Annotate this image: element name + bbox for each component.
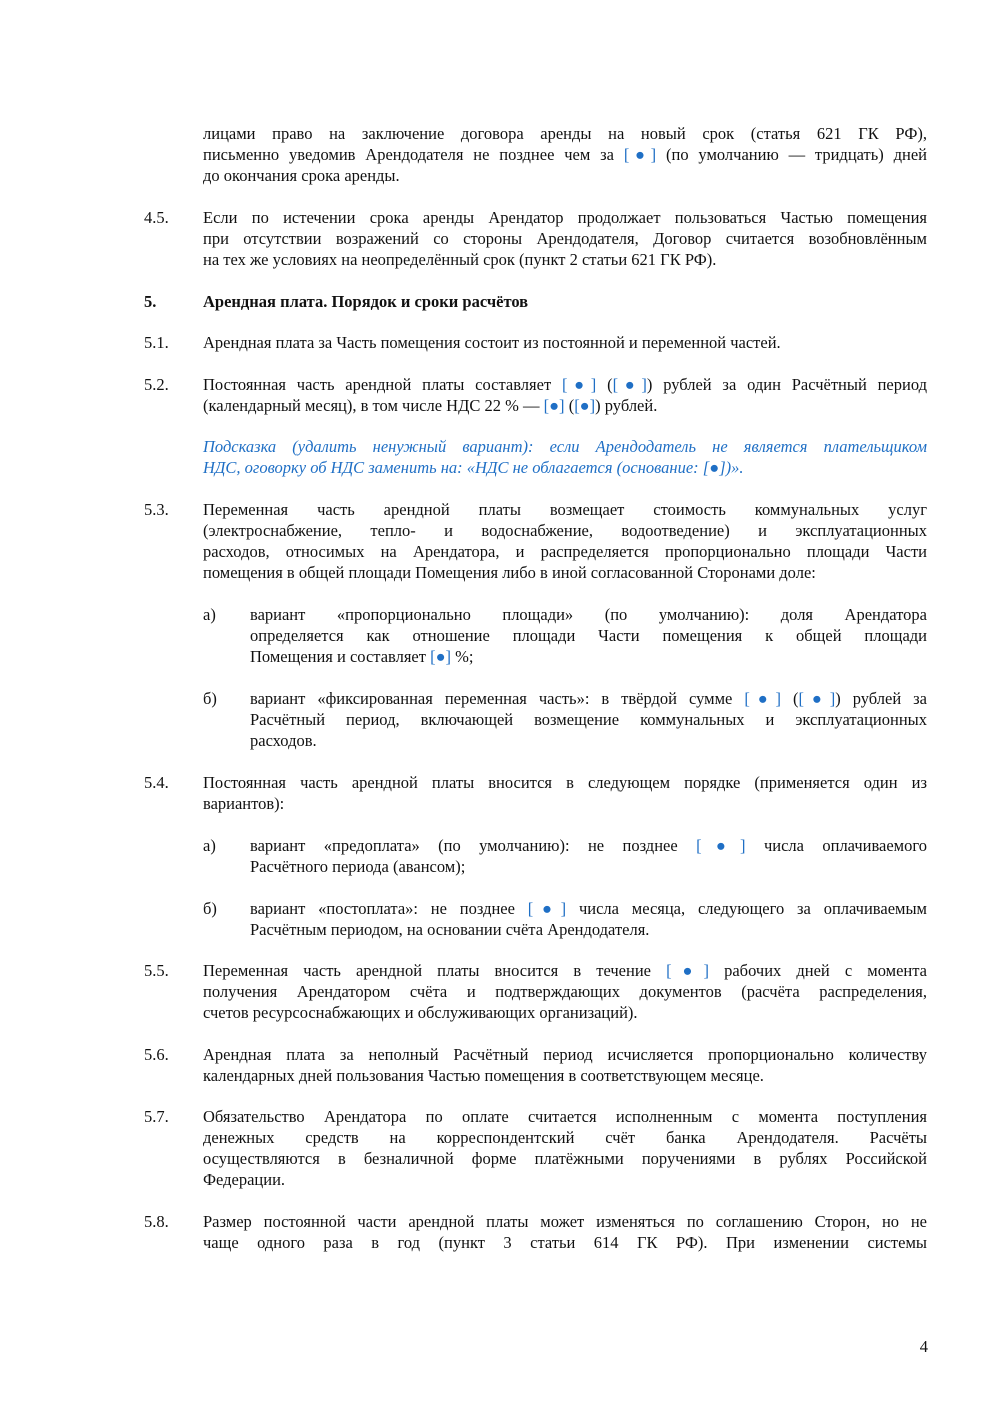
placeholder-marker: [●] xyxy=(623,145,657,164)
placeholder-marker: [●] xyxy=(612,375,647,394)
text-line: НДС, оговорку об НДС заменить на: «НДС не облагается (основание: [●])». xyxy=(203,458,744,477)
placeholder-marker: [●] xyxy=(430,647,452,666)
text-line: денежных средств на корреспондентский счёт банка Арендодателя. Расчёты xyxy=(203,1128,927,1147)
clause-5-3-b xyxy=(250,688,927,751)
text-line: определяется как отношение площади Части помещения к общей площади xyxy=(250,626,927,645)
placeholder-marker: [●] xyxy=(527,899,567,918)
clause-number: 5.8. xyxy=(144,1212,169,1231)
text-line: Если по истечении срока аренды Арендатор продолжает пользоваться Частью помещения xyxy=(203,208,927,227)
clause-number: 4.5. xyxy=(144,208,169,227)
paragraph-continuation xyxy=(203,123,927,186)
subitem-marker: б) xyxy=(203,689,217,708)
clause-5-4-a xyxy=(250,835,927,877)
clause-number: 5.6. xyxy=(144,1045,169,1064)
text-line: до окончания срока аренды. xyxy=(203,166,400,185)
clause-5-3-a xyxy=(250,604,927,667)
text-line: календарных дней пользования Частью помещения в соответствующем месяце. xyxy=(203,1066,764,1085)
text-line: (календарный месяц), в том числе НДС 22 % — [●] ([●]) рублей. xyxy=(203,396,658,415)
text-line: осуществляются в безналичной форме платёжными поручениями в рублях Российской xyxy=(203,1149,927,1168)
placeholder-marker: [●] xyxy=(798,689,836,708)
clause-4-5 xyxy=(203,207,927,270)
placeholder-marker: [●] xyxy=(696,836,746,855)
text-line: Постоянная часть арендной платы вносится в следующем порядке (применяется один из xyxy=(203,773,927,792)
text-line: Расчётного периода (авансом); xyxy=(250,857,466,876)
text-line: Арендная плата за Часть помещения состоит из постоянной и переменной частей. xyxy=(203,333,781,352)
text-line: чаще одного раза в год (пункт 3 статьи 614 ГК РФ). При изменении системы xyxy=(203,1233,927,1252)
clause-5-8 xyxy=(203,1211,927,1253)
clause-number: 5.5. xyxy=(144,961,169,980)
placeholder-marker: [●] xyxy=(561,375,597,394)
clause-number: 5.3. xyxy=(144,500,169,519)
clause-5-3 xyxy=(203,499,927,583)
text-line: Помещения и составляет [●] %; xyxy=(250,647,474,666)
clause-number: 5.4. xyxy=(144,773,169,792)
subitem-marker: а) xyxy=(203,836,216,855)
clause-5-7 xyxy=(203,1106,927,1190)
placeholder-marker: [●] xyxy=(543,396,565,415)
text-line: Обязательство Арендатора по оплате считается исполненным с момента поступления xyxy=(203,1107,927,1126)
clause-5-1 xyxy=(203,332,927,353)
text-line: Переменная часть арендной платы вносится в течение [●] рабочих дней с момента xyxy=(203,961,927,980)
text-line: лицами право на заключение договора аренды на новый срок (статья 621 ГК РФ), xyxy=(203,124,927,143)
section-number: 5. xyxy=(144,292,157,311)
text-line: Расчётным периодом, на основании счёта Арендодателя. xyxy=(250,920,650,939)
subitem-marker: б) xyxy=(203,899,217,918)
clause-number: 5.2. xyxy=(144,375,169,394)
text-line: письменно уведомив Арендодателя не позднее чем за [●] (по умолчанию — тридцать) дней xyxy=(203,145,927,164)
placeholder-marker: [●] xyxy=(666,961,709,980)
text-line: (электроснабжение, тепло- и водоснабжение, водоотведение) и эксплуатационных xyxy=(203,521,927,540)
drafting-hint xyxy=(203,436,927,478)
text-line: Размер постоянной части арендной платы может изменяться по соглашению Сторон, но не xyxy=(203,1212,927,1231)
text-line: вариант «предоплата» (по умолчанию): не позднее [●] числа оплачиваемого xyxy=(250,836,927,855)
text-line: Арендная плата за неполный Расчётный период исчисляется пропорционально количеству xyxy=(203,1045,927,1064)
text-line: помещения в общей площади Помещения либо в иной согласованной Сторонами доле: xyxy=(203,563,816,582)
text-line: расходов, относимых на Арендатора, и распределяется пропорционально площади Части xyxy=(203,542,927,561)
clause-5-4 xyxy=(203,772,927,814)
text-line: при отсутствии возражений со стороны Арендодателя, Договор считается возобновлённым xyxy=(203,229,927,248)
text-line: вариант «постоплата»: не позднее [●] числа месяца, следующего за оплачиваемым xyxy=(250,899,927,918)
placeholder-marker: [●] xyxy=(574,396,596,415)
text-line: вариант «пропорционально площади» (по умолчанию): доля Арендатора xyxy=(250,605,927,624)
text-line: получения Арендатором счёта и подтверждающих документов (расчёта распределения, xyxy=(203,982,927,1001)
subitem-marker: а) xyxy=(203,605,216,624)
clause-5-5 xyxy=(203,960,927,1023)
text-line: Постоянная часть арендной платы составляет [●] ([●]) рублей за один Расчётный период xyxy=(203,375,927,394)
text-line: Федерации. xyxy=(203,1170,286,1189)
section-title: Арендная плата. Порядок и сроки расчётов xyxy=(203,292,529,311)
clause-5-4-b xyxy=(250,898,927,940)
text-line: расходов. xyxy=(250,731,317,750)
clause-number: 5.7. xyxy=(144,1107,169,1126)
text-line: вариантов): xyxy=(203,794,285,813)
clause-5-6 xyxy=(203,1044,927,1086)
text-line: на тех же условиях на неопределённый срок (пункт 2 статьи 621 ГК РФ). xyxy=(203,250,717,269)
text-line: счетов ресурсоснабжающих и обслуживающих организаций). xyxy=(203,1003,638,1022)
clause-5-2 xyxy=(203,374,927,416)
text-line: вариант «фиксированная переменная часть»: в твёрдой сумме [●] ([●]) рублей за xyxy=(250,689,928,708)
page-number: 4 xyxy=(919,1337,928,1356)
placeholder-marker: [●] xyxy=(744,689,782,708)
text-line: Подсказка (удалить ненужный вариант): если Арендодатель не является плательщиком xyxy=(203,437,927,456)
text-line: Переменная часть арендной платы возмещает стоимость коммунальных услуг xyxy=(203,500,927,519)
text-line: Расчётный период, включающей возмещение коммунальных и эксплуатационных xyxy=(250,710,927,729)
clause-number: 5.1. xyxy=(144,333,169,352)
